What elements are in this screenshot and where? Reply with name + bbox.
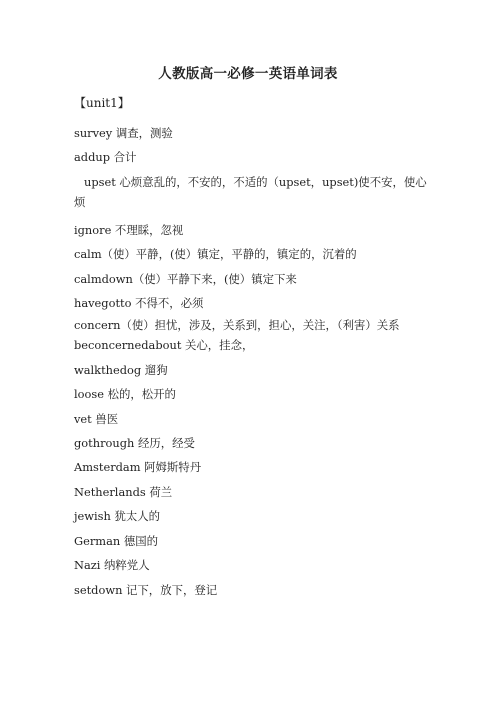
vocab-entry-addup: addup 合计 [74, 150, 137, 165]
vocab-entry-upset: upset 心烦意乱的，不安的，不适的（upset，upset)使不安，使心烦 [74, 174, 427, 209]
vocab-entry-netherlands: Netherlands 荷兰 [74, 484, 173, 499]
vocab-entry-german: German 德国的 [74, 533, 159, 548]
vocab-entry-nazi: Nazi 纳粹党人 [74, 558, 150, 573]
unit-heading: 【unit1】 [74, 96, 130, 110]
vocab-entry-jewish: jewish 犹太人的 [74, 509, 161, 524]
vocab-entry-vet: vet 兽医 [74, 411, 119, 426]
vocab-entry-beconcernedabout: beconcernedabout 关心，挂念， [74, 338, 254, 353]
vocab-entry-gothrough: gothrough 经历，经受 [74, 436, 195, 451]
vocab-entry-loose: loose 松的，松开的 [74, 387, 176, 402]
vocabulary-list [74, 121, 434, 602]
vocab-entry-ignore: ignore 不理睬，忽视 [74, 222, 184, 237]
vocab-entry-walkthedog: walkthedog 遛狗 [74, 362, 168, 377]
vocab-entry-calm: calm（使）平静，(使）镇定，平静的，镇定的，沉着的 [74, 247, 357, 262]
page-title: 人教版高一必修一英语单词表 [158, 66, 338, 82]
vocab-entry-survey: survey 调查，测验 [74, 126, 173, 140]
vocab-entry-setdown: setdown 记下，放下，登记 [74, 582, 218, 597]
vocab-entry-calmdown: calmdown（使）平静下来，(使）镇定下来 [74, 271, 297, 286]
vocab-entry-havegotto: havegotto 不得不，必须 [74, 296, 204, 311]
vocab-entry-amsterdam: Amsterdam 阿姆斯特丹 [74, 460, 202, 475]
vocab-entry-concern: concern（使）担忧，涉及，关系到，担心，关注，（利害）关系 [74, 318, 400, 333]
